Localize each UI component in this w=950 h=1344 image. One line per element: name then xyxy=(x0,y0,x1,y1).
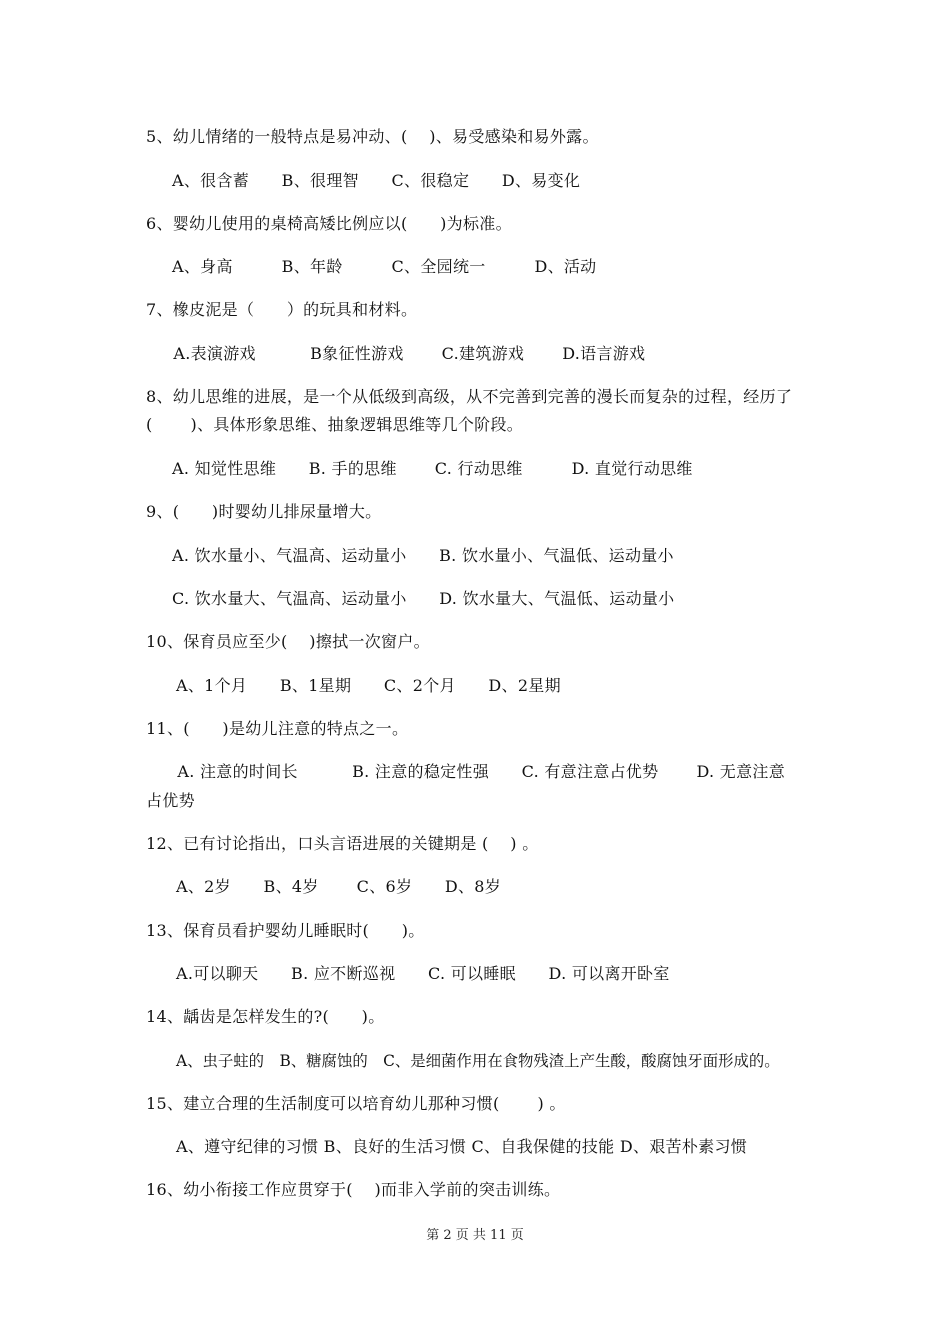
question-6-stem: 6、婴幼儿使用的桌椅高矮比例应以( )为标准。 xyxy=(146,214,512,233)
question-15-stem: 15、建立合理的生活制度可以培育幼儿那种习惯( ) 。 xyxy=(146,1094,566,1113)
question-8-stem-continued: ( )、具体形象思维、抽象逻辑思维等几个阶段。 xyxy=(146,415,524,434)
question-9-stem: 9、( )时婴幼儿排尿量增大。 xyxy=(146,502,382,521)
question-7-stem: 7、橡皮泥是（ ）的玩具和材料。 xyxy=(146,300,418,319)
question-11-stem: 11、( )是幼儿注意的特点之一。 xyxy=(146,719,409,738)
question-9-options-row-2: C. 饮水量大、气温高、运动量小 D. 饮水量大、气温低、运动量小 xyxy=(172,589,675,608)
question-7-options: A.表演游戏 B象征性游戏 C.建筑游戏 D.语言游戏 xyxy=(168,344,646,363)
question-5-stem: 5、幼儿情绪的一般特点是易冲动、( )、易受感染和易外露。 xyxy=(146,127,599,146)
question-13-stem: 13、保育员看护婴幼儿睡眠时( )。 xyxy=(146,921,425,940)
question-13-options: A.可以聊天 B. 应不断巡视 C. 可以睡眠 D. 可以离开卧室 xyxy=(176,964,670,983)
question-11-options: A. 注意的时间长 B. 注意的稳定性强 C. 有意注意占优势 D. 无意注意 xyxy=(172,762,785,781)
question-14-options: A、虫子蛀的 B、糖腐蚀的 C、是细菌作用在食物残渣上产生酸，酸腐蚀牙面形成的。 xyxy=(176,1052,780,1070)
question-16-stem: 16、幼小衔接工作应贯穿于( )而非入学前的突击训练。 xyxy=(146,1180,561,1199)
question-9-options-row-1: A. 饮水量小、气温高、运动量小 B. 饮水量小、气温低、运动量小 xyxy=(172,546,674,565)
question-5-options: A、很含蓄 B、很理智 C、很稳定 D、易变化 xyxy=(172,171,581,190)
question-10-options: A、1个月 B、1星期 C、2个月 D、2星期 xyxy=(176,676,561,695)
question-6-options: A、身高 B、年龄 C、全园统一 D、活动 xyxy=(172,257,597,276)
question-12-options: A、2岁 B、4岁 C、6岁 D、8岁 xyxy=(176,877,502,896)
question-10-stem: 10、保育员应至少( )擦拭一次窗户。 xyxy=(146,632,430,651)
question-14-stem: 14、龋齿是怎样发生的?( )。 xyxy=(146,1007,385,1026)
page-number-footer: 第 2 页 共 11 页 xyxy=(426,1228,524,1243)
question-12-stem: 12、已有讨论指出，口头言语进展的关键期是 ( ) 。 xyxy=(146,834,539,853)
question-15-options: A、遵守纪律的习惯 B、良好的生活习惯 C、自我保健的技能 D、艰苦朴素习惯 xyxy=(176,1137,748,1156)
question-11-options-wrap: 占优势 xyxy=(146,791,195,810)
question-8-options: A. 知觉性思维 B. 手的思维 C. 行动思维 D. 直觉行动思维 xyxy=(172,459,693,478)
question-8-stem: 8、幼儿思维的进展，是一个从低级到高级，从不完善到完善的漫长而复杂的过程，经历了 xyxy=(146,387,793,406)
